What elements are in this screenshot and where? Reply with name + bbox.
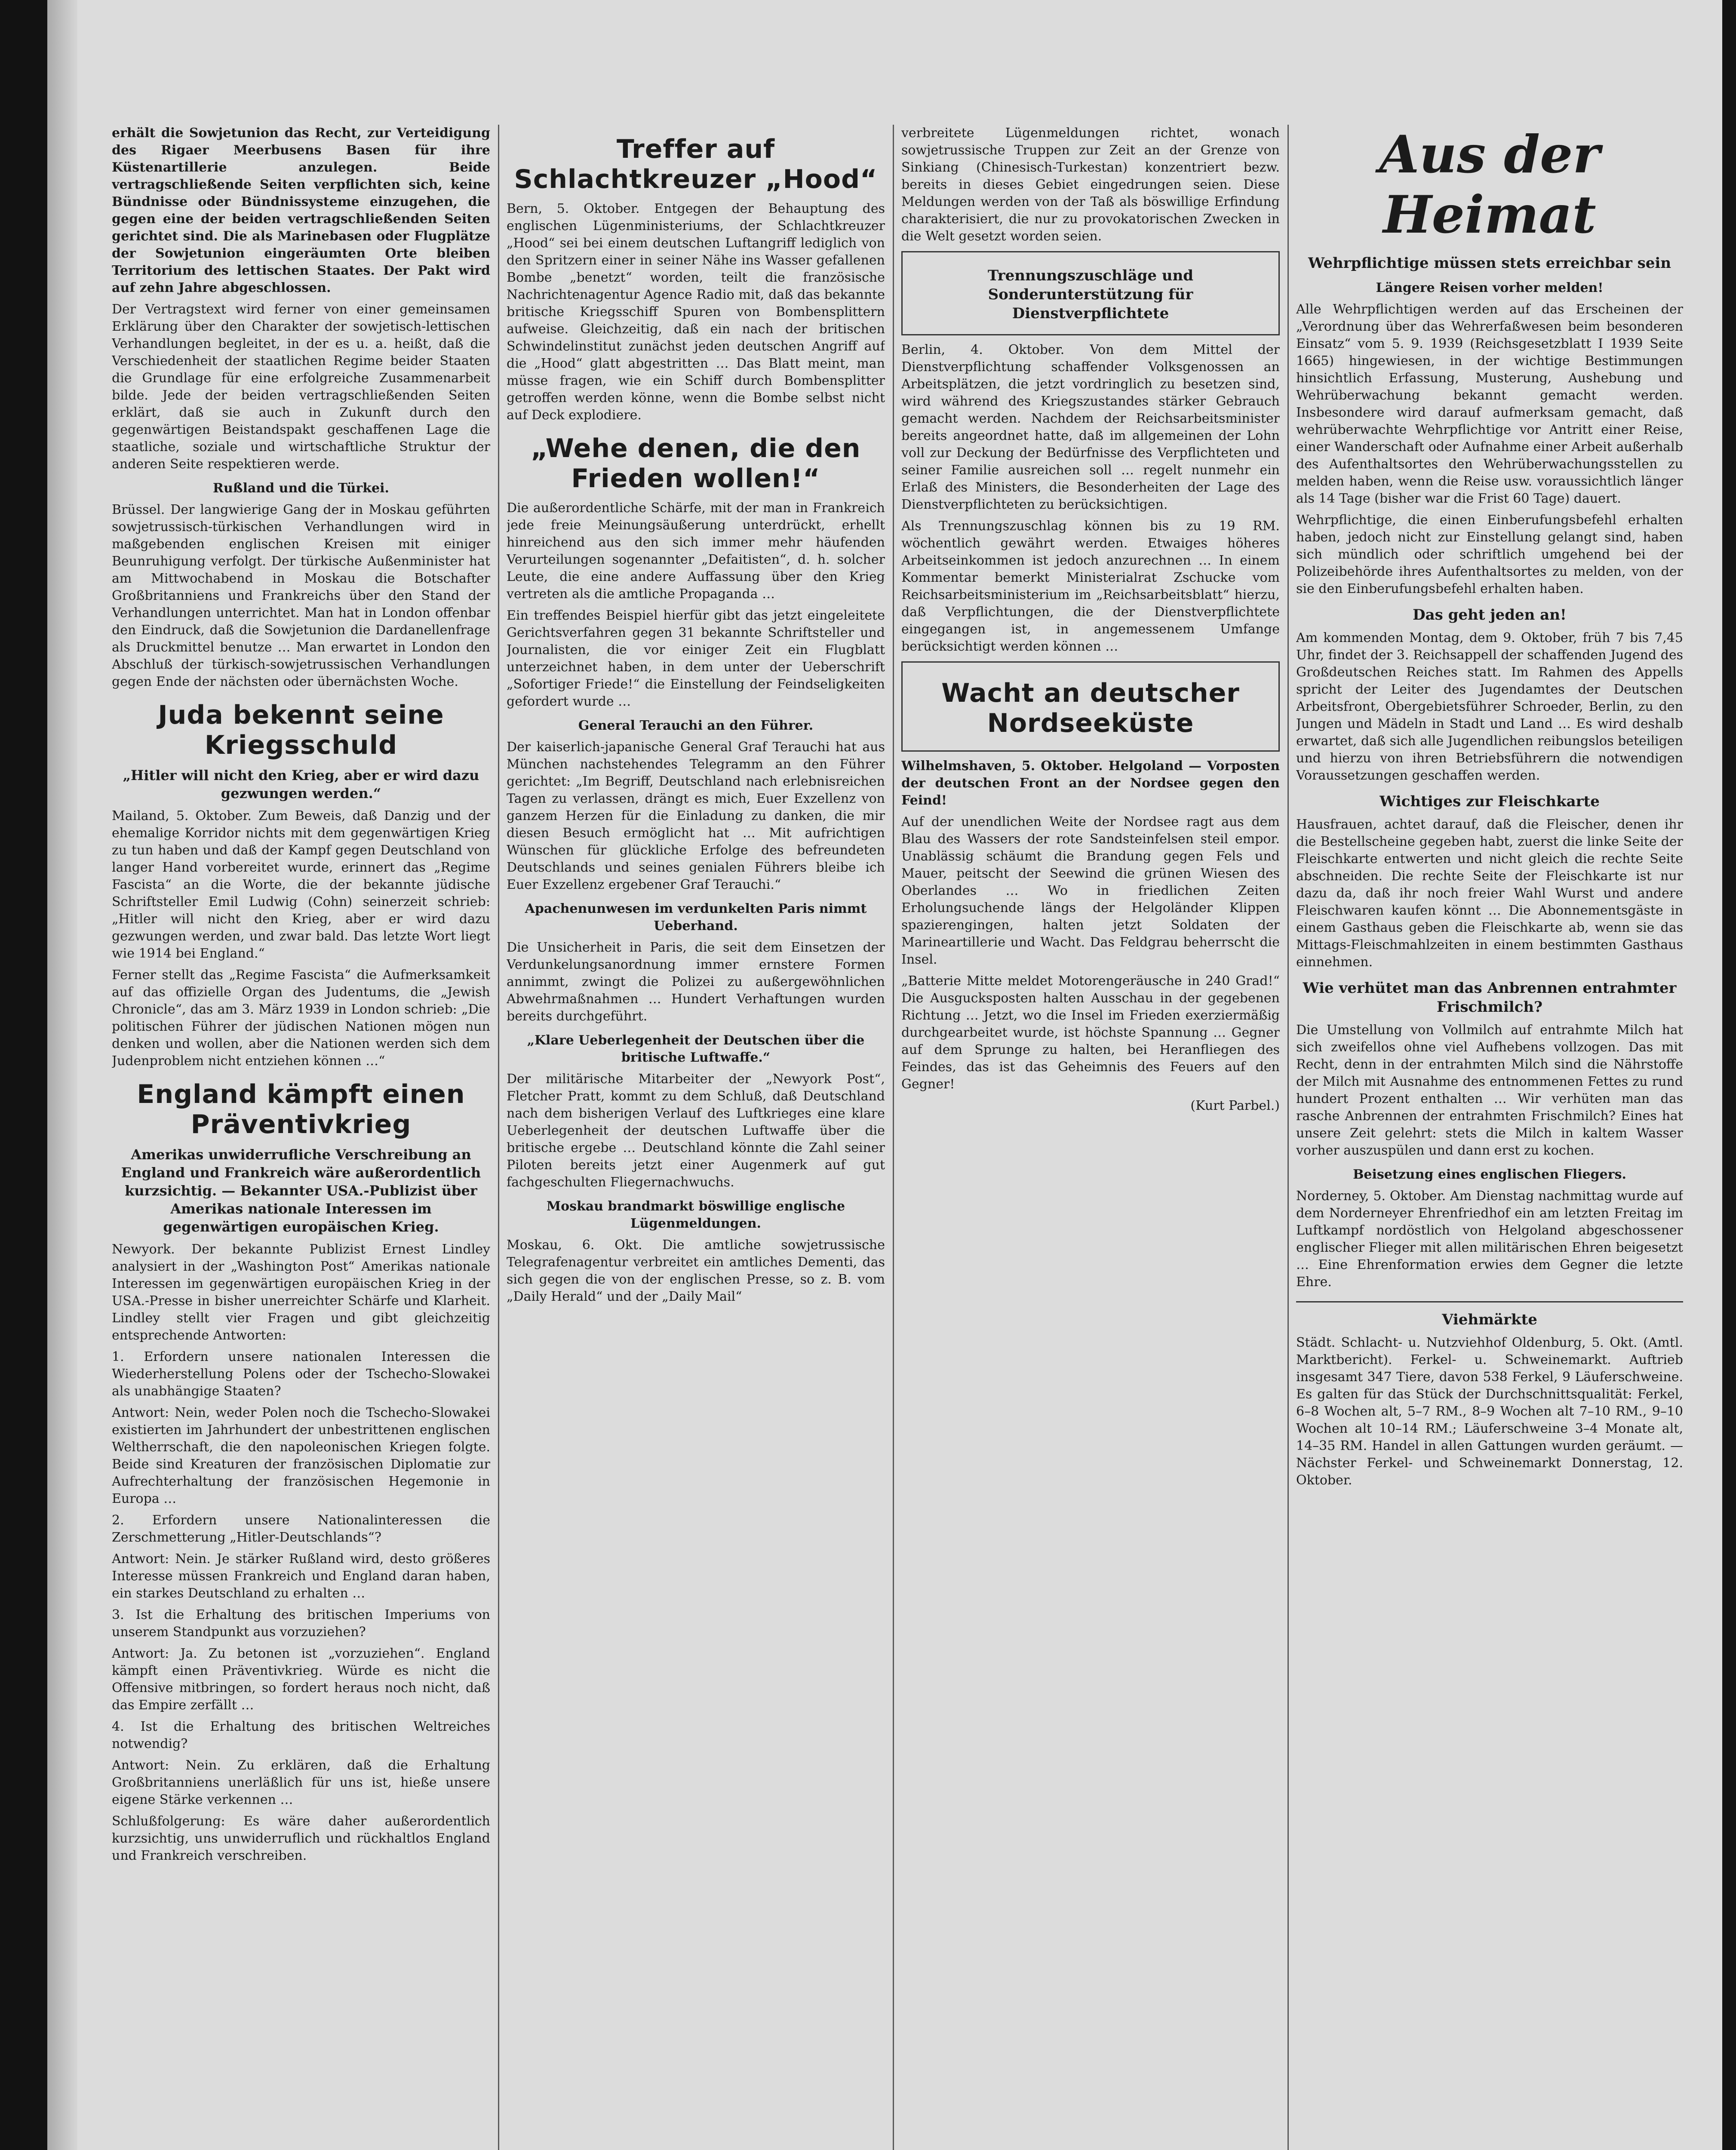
wehr-headline: Wehrpflichtige müssen stets erreichbar sein (1308, 255, 1671, 272)
england-question-2: 2. Erfordern unsere Nationalinteressen die Zerschmetterung „Hitler-Deutschlands“? (112, 1513, 490, 1545)
column-rule (893, 125, 894, 2150)
england-question-4: 4. Ist die Erhaltung des britischen Weltreiches notwendig? (112, 1719, 490, 1751)
wacht-body-3: „Batterie Mitte meldet Motorengeräusche in 240 Grad!“ Die Ausgucksposten halten Ausschau in der gegebenen Richtung … Jetzt, wo die Insel im Frieden exerziermäßig durchgearbeitet wurde, ist höchste Spannung … Gegner auf dem Sprunge zu halten, bei Heranfliegen des Feindes, das ist das Geheimnis des Feuers auf den Gegner! (901, 974, 1280, 1092)
trennung-body-1: Berlin, 4. Oktober. Von dem Mittel der Dienstverpflichtung schaffender Volksgenossen an Arbeitsplätzen, die jetzt vordringlich zu besetzen sind, wird während des Kriegszustandes stärker Gebrauch gemacht werden. Nachdem der Reichsarbeitsminister bereits angeordnet hatte, daß im allgemeinen der Lohn voll zur Deckung der Bedürfnisse des Verpflichteten und seiner Familie ausreichen soll … regelt nunmehr ein Erlaß des Ministers, die Besonderheiten der Lage des Dienstverpflichteten zu berücksichtigen. (901, 342, 1280, 512)
wacht-body-2: Auf der unendlichen Weite der Nordsee ragt aus dem Blau des Wassers der rote Sandsteinfelsen steil empor. Unablässig schäumt die Brandung gegen Fels und Mauer, peitscht der Seewind die grünen Wiesen des Oberlandes … Wo in friedlichen Zeiten Erholungsuchende längs der Helgoländer Klippen spazierengingen, halten jetzt Soldaten der Marineartillerie und Wacht. Das Feldgrau beherrscht die Insel. (901, 814, 1280, 967)
intro-lead: erhält die Sowjetunion das Recht, zur Verteidigung des Rigaer Meerbusens Basen für ihre Küstenartillerie anzulegen. Beide vertragschließende Seiten verpflichten sich, keine Bündnisse oder Bündnissysteme einzugehen, die gegen eine der beiden vertragschließenden Seiten gerichtet sind. Die als Marinebasen oder Flugplätze der Sowjetunion eingeräumten Orte bleiben Territorium des lettischen Staates. Der Pakt wird auf zehn Jahre abgeschlossen. (112, 126, 490, 295)
russland-heading: Rußland und die Türkei. (213, 481, 389, 496)
england-closing: Schlußfolgerung: Es wäre daher außerordentlich kurzsichtig, uns unwiderruflich und rückhaltlos England und Frankreich verschreiben. (112, 1814, 490, 1863)
fleisch-body: Hausfrauen, achtet darauf, daß die Fleischer, denen ihr die Bestellscheine gegeben habt, zuerst die linke Seite der Fleischkarte entwerten und nicht gleich die rechte Seite abschneiden. Die rechte Seite der Fleischkarte ist nur dazu da, daß ihr noch freier Wahl Wurst und andere Fleischwaren kaufen könnt … Die Abonnementsgäste in einem Gasthaus geben die Fleischkarte ab, wenn sie das Mittags-Fleischmahlzeiten in einem bestimmten Gasthaus einnehmen. (1296, 817, 1683, 970)
trennung-body-2: Als Trennungszuschlag können bis zu 19 RM. wöchentlich gewährt werden. Etwaiges höheres Arbeitseinkommen ist jedoch anzurechnen … In einem Kommentar bemerkt Ministerialrat Zschucke vom Reichsarbeitsministerium im „Reichsarbeitsblatt“ hierzu, daß Verpflichtungen, die der Dienstverpflichtete eingegangen ist, in angemessenem Umfange berücksichtigt werden können … (901, 519, 1280, 654)
frischmilch-headline: Wie verhütet man das Anbrennen entrahmter Frischmilch? (1303, 980, 1677, 1016)
wacht-body-1: Wilhelmshaven, 5. Oktober. Helgoland — Vorposten der deutschen Front an der Nordsee gegen den Feind! (901, 759, 1280, 808)
wehe-body-2: Ein treffendes Beispiel hierfür gibt das jetzt eingeleitete Gerichtsverfahren gegen 31 bekannte Schriftsteller und Journalisten, die vor einiger Zeit ein Flugblatt unterzeichnet haben, in dem unter der Ueberschrift „Sofortiger Friede!“ die Einstellung der Feindseligkeiten gefordert wurde … (507, 608, 885, 709)
geht-body: Am kommenden Montag, dem 9. Oktober, früh 7 bis 7,45 Uhr, findet der 3. Reichsappell der schaffenden Jugend des Großdeutschen Reiches statt. Im Rahmen des Appells spricht der Leiter des Jugendamtes der Deutschen Arbeitsfront, Obergebietsführer Schroeder, Berlin, zu den Jungen und Mädeln in Stadt und Land … Es wird deshalb erwartet, daß sich alle Jugendlichen reibungslos beteiligen und hierzu von ihren Betriebsführern die notwendigen Voraussetzungen geschaffen werden. (1296, 630, 1683, 783)
flieger-body: Norderney, 5. Oktober. Am Dienstag nachmittag wurde auf dem Norderneyer Ehrenfriedhof ein am letzten Freitag im Luftkampf nordöstlich von Helgoland abgeschossener englischer Flieger mit allen militärischen Ehren beigesetzt … Eine Ehrenformation erwies dem Gegner die letzte Ehre. (1296, 1189, 1683, 1290)
column-1 (112, 125, 490, 2150)
england-body-1: Newyork. Der bekannte Publizist Ernest Lindley analysiert in der „Washington Post“ Amerikas nationale Interessen im gegenwärtigen europäischen Krieg in der USA.-Presse in bisher unerreichter Schärfe und Klarheit. Lindley stellt vier Fragen und gibt gleichzeitig entsprechende Antworten: (112, 1242, 490, 1343)
column-4 (1296, 125, 1683, 2150)
flieger-heading: Beisetzung eines englischen Fliegers. (1353, 1167, 1626, 1182)
england-answer-3: Antwort: Ja. Zu betonen ist „vorzuziehen“. England kämpft einen Präventivkrieg. Würde es nicht die Offensive mitbringen, so fordert heraus noch nicht, daß das Empire zerfällt … (112, 1646, 490, 1713)
intro-body: Der Vertragstext wird ferner von einer gemeinsamen Erklärung über den Charakter der sowjetisch-lettischen Verhandlungen begleitet, in der es u. a. heißt, daß die Verschiedenheit der staatlichen Regime beider Staaten die Grundlage für eine erfolgreiche Zusammenarbeit bilde. Jede der beiden vertragschließenden Seiten erklärt, daß sie auch in Zukunft durch den gegenwärtigen Beistandspakt geschaffenen Lage die staatliche, soziale und wirtschaftliche Struktur der anderen Seite respektieren werde. (112, 302, 490, 472)
hood-headline: Treffer auf Schlachtkreuzer „Hood“ (514, 134, 878, 194)
england-headline: England kämpft einen Präventivkrieg (137, 1079, 465, 1140)
juda-deck: „Hitler will nicht den Krieg, aber er wird dazu gezwungen werden.“ (123, 767, 479, 802)
column-rule (498, 125, 499, 2150)
england-deck: Amerikas unwiderrufliche Verschreibung an England und Frankreich wäre außerordentlich kurzsichtig. — Bekannter USA.-Publizist über Amerikas nationale Interessen im gegenwärtigen europäischen Krieg. (121, 1146, 481, 1235)
trennung-headline: Trennungszuschläge und Sonderunterstützung für Dienstverpflichtete (987, 267, 1194, 322)
juda-body-2: Ferner stellt das „Regime Fascista“ die Aufmerksamkeit auf das offizielle Organ des Judentums, die „Jewish Chronicle“, das am 3. März 1939 in London schrieb: „Die politischen Führer der jüdischen Nationen mögen nun denken und wollen, aber die Nationen werden sich dem Judenproblem nicht entziehen können …“ (112, 968, 490, 1069)
juda-body-1: Mailand, 5. Oktober. Zum Beweis, daß Danzig und der ehemalige Korridor nichts mit dem gegenwärtigen Krieg zu tun haben und daß der Kampf gegen Deutschland von langer Hand vorbereitet wurde, erinnert das „Regime Fascista“ an die Worte, die der bekannte jüdische Schriftsteller Emil Ludwig (Cohn) seinerzeit schrieb: „Hitler will nicht den Krieg, aber er wird dazu gezwungen werden, und zwar bald. Das letzte Wort liegt wie 1914 bei England.“ (112, 808, 490, 961)
geht-headline: Das geht jeden an! (1413, 606, 1567, 624)
moskau-heading: Moskau brandmarkt böswillige englische Lügenmeldungen. (546, 1199, 845, 1231)
page-gutter-shadow (47, 0, 77, 2150)
luftwaffe-body: Der militärische Mitarbeiter der „Newyork Post“, Fletcher Pratt, kommt zu dem Schluß, daß Deutschland nach dem bisherigen Verlauf des Luftkrieges eine klare Ueberlegenheit der deutschen Luftwaffe über die britische ergebe … Deutschland könnte die Zahl seiner Piloten bereits jetzt einer Augenmerk auf gut fachgeschulten Fliegernachwuchs. (507, 1072, 885, 1190)
paris-heading: Apachenunwesen im verdunkelten Paris nimmt Ueberhand. (525, 901, 867, 934)
frischmilch-body: Die Umstellung von Vollmilch auf entrahmte Milch hat sich zweifellos ohne viel Aufhebens vollzogen. Das mit Recht, denn in der entrahmten Milch sind die Nährstoffe der Milch mit Ausnahme des entnommenen Fettes zu rund hundert Prozent enthalten … Wir verhüten man das rasche Anbrennen der entrahmten Frischmilch? Eines hat unsere Zeit gelehrt: stets die Milch in kaltem Wasser vorher auszuspülen und dann erst zu kochen. (1296, 1023, 1683, 1158)
wehr-body: Alle Wehrpflichtigen werden auf das Erscheinen der „Verordnung über das Wehrerfaßwesen beim besonderen Einsatz“ vom 5. 9. 1939 (Reichsgesetzblatt I 1939 Seite 1665) hingewiesen, in der wichtige Bestimmungen hinsichtlich Erfassung, Musterung, Aushebung und Wehrüberwachung bekannt gemacht werden. Insbesondere wird darauf aufmerksam gemacht, daß wehrüberwachte Wehrpflichtige vor Antritt einer Reise, einer Wanderschaft oder Aufnahme einer Arbeit außerhalb des Aufenthaltsortes den Wehrüberwachungsstellen zu melden haben, wenn die Reise usw. voraussichtlich länger als 14 Tage (bisher war die Frist 60 Tage) dauert. (1296, 302, 1683, 506)
terauchi-body: Der kaiserlich-japanische General Graf Terauchi hat aus München nachstehendes Telegramm an den Führer gerichtet: „Im Begriff, Deutschland nach erlebnisreichen Tagen zu verlassen, drängt es mich, Euer Exzellenz von ganzem Herzen für die Einladung zu danken, die mir diesen Besuch ermöglicht hat … Mit aufrichtigen Wünschen für glückliche Erfolge des befreundeten Deutschlands und seines genialen Führers bleibe ich Euer Exzellenz ergebener Graf Terauchi.“ (507, 740, 885, 892)
moskau-continued: verbreitete Lügenmeldungen richtet, wonach sowjetrussische Truppen zur Zeit an der Grenze von Sinkiang (Chinesisch-Turkestan) konzentriert bezw. bereits in dieses Gebiet eingedrungen seien. Diese Meldungen werden von der Taß als böswillige Erfindung charakterisiert, die nur zu provokatorischen Zwecken in die Welt gesetzt worden seien. (901, 126, 1280, 244)
section-title-heimat: Aus der Heimat (1379, 125, 1600, 245)
trennung-box (901, 251, 1280, 335)
wacht-byline: (Kurt Parbel.) (1190, 1098, 1280, 1113)
england-answer-1: Antwort: Nein, weder Polen noch die Tschecho-Slowakei existierten im Jahrhundert der unbestrittenen englischen Weltherrschaft, die den napoleonischen Kriegen folgte. Beide sind Kreaturen der französischen Diplomatie zur Aufrechterhaltung der französischen Hegemonie in Europa … (112, 1405, 490, 1506)
terauchi-heading: General Terauchi an den Führer. (578, 718, 814, 733)
fleisch-headline: Wichtiges zur Fleischkarte (1380, 793, 1600, 810)
section-divider (1296, 1301, 1683, 1302)
column-rule (1287, 125, 1289, 2150)
england-question-1: 1. Erfordern unsere nationalen Interessen die Wiederherstellung Polens oder der Tschecho-Slowakei als unabhängige Staaten? (112, 1349, 490, 1399)
paris-body: Die Unsicherheit in Paris, die seit dem Einsetzen der Verdunkelungsanordnung immer ernstere Formen annimmt, zwingt die Polizei zu außergewöhnlichen Abwehrmaßnahmen … Hundert Verhaftungen wurden bereits durchgeführt. (507, 940, 885, 1024)
moskau-body: Moskau, 6. Okt. Die amtliche sowjetrussische Telegrafenagentur verbreitet ein amtliches Dementi, das sich gegen die von der englischen Presse, so z. B. vom „Daily Herald“ und der „Daily Mail“ (507, 1238, 885, 1304)
hood-body: Bern, 5. Oktober. Entgegen der Behauptung des englischen Lügenministeriums, der Schlachtkreuzer „Hood“ sei bei einem deutschen Luftangriff lediglich von den Spritzern einer in seiner Nähe ins Wasser gefallenen Bombe „benetzt“ worden, teilt die französische Nachrichtenagentur Agence Radio mit, daß das bekannte britische Kriegsschiff Spuren von Bombensplittern aufweise. Gleichzeitig, daß ein nach der britischen Schwindelinstitut zunächst jeden deutschen Angriff auf die „Hood“ glatt abgestritten … Das Blatt meint, man müsse fragen, wie ein Schiff durch Bombensplitter getroffen werden könne, wenn die Bombe selbst nicht auf Deck explodiere. (507, 201, 885, 423)
wacht-box (901, 661, 1280, 752)
viehmaerkte-body: Städt. Schlacht- u. Nutzviehhof Oldenburg, 5. Okt. (Amtl. Marktbericht). Ferkel- u. Schweinemarkt. Auftrieb insgesamt 347 Tiere, davon 538 Ferkel, 9 Läuferschweine. Es galten für das Stück der Durchschnittsqualität: Ferkel, 6–8 Wochen alt, 5–7 RM., 8–9 Wochen alt 7–10 RM., 9–10 Wochen alt 10–14 RM.; Läuferschweine 3–4 Monate alt, 14–35 RM. Handel in allen Gattungen wurden geräumt. — Nächster Ferkel- und Schweinemarkt Donnerstag, 12. Oktober. (1296, 1335, 1683, 1488)
russland-body: Brüssel. Der langwierige Gang der in Moskau geführten sowjetrussisch-türkischen Verhandlungen wird in maßgebenden englischen Kreisen mit einiger Beunruhigung verfolgt. Der türkische Außenminister hat am Mittwochabend in Moskau die Botschafter Großbritanniens und Frankreichs über den Stand der Verhandlungen unterrichtet. Man hat in London offenbar den Eindruck, daß die Sowjetunion die Dardanellenfrage als Druckmittel benutze … Man erwartet in London den Abschluß der türkisch-sowjetrussischen Verhandlungen gegen Ende der nächsten oder übernächsten Woche. (112, 502, 490, 689)
england-answer-4: Antwort: Nein. Zu erklären, daß die Erhaltung Großbritanniens unerläßlich für uns ist, hieße unsere eigene Stärke verkennen … (112, 1758, 490, 1807)
column-3 (901, 125, 1280, 2150)
luftwaffe-heading: „Klare Ueberlegenheit der Deutschen über die britische Luftwaffe.“ (527, 1033, 865, 1065)
wehe-headline: „Wehe denen, die den Frieden wollen!“ (531, 433, 861, 494)
newspaper-page (47, 0, 1722, 2150)
wehe-body-1: Die außerordentliche Schärfe, mit der man in Frankreich jede freie Meinungsäußerung unterdrückt, erhellt hinreichend aus den sich immer mehr häufenden Verurteilungen sogenannter „Defaitisten“, d. h. solcher Leute, die eine andere Auffassung über den Krieg vertreten als die amtliche Propaganda … (507, 501, 885, 602)
wacht-headline: Wacht an deutscher Nordseeküste (941, 678, 1240, 738)
wehr-body-2: Wehrpflichtige, die einen Einberufungsbefehl erhalten haben, jedoch nicht zur Einstellung gelangt sind, haben sich mündlich oder schriftlich umgehend bei der Polizeibehörde ihres Aufenthaltsortes zu melden, von der sie den Einberufungsbefehl erhalten haben. (1296, 513, 1683, 596)
viehmaerkte-headline: Viehmärkte (1442, 1311, 1537, 1328)
column-2 (507, 125, 885, 2150)
juda-headline: Juda bekennt seine Kriegsschuld (158, 700, 444, 760)
wehr-subheadline: Längere Reisen vorher melden! (1376, 280, 1604, 295)
england-answer-2: Antwort: Nein. Je stärker Rußland wird, desto größeres Interesse müssen Frankreich und England daran haben, ein starkes Deutschland zu erhalten … (112, 1551, 490, 1601)
england-question-3: 3. Ist die Erhaltung des britischen Imperiums von unserem Standpunkt aus vorzuziehen? (112, 1607, 490, 1640)
